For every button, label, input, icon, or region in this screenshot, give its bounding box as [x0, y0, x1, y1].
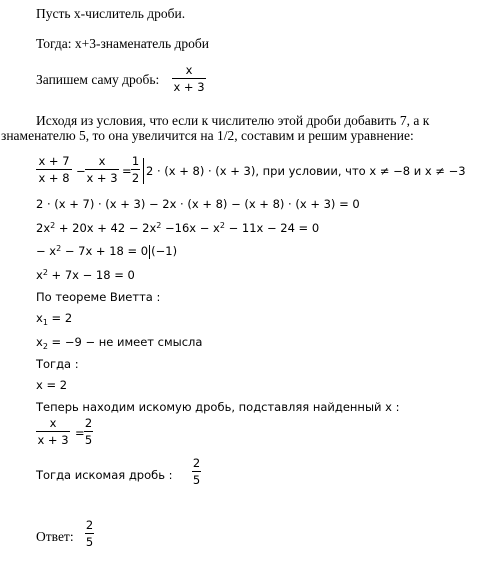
- fraction-x-over-x-plus-3: [36, 417, 70, 447]
- root-x2: $x_2 = -9$ − не имеет смысла: [36, 335, 203, 351]
- write-fraction-line: Запишем саму дробь:: [36, 72, 160, 87]
- condition-line-2: знаменателю 5, то она увеличится на 1/2, составим и решим уравнение:: [1, 128, 414, 143]
- fraction-bar: [192, 471, 201, 472]
- equation-2: 2 · (x + 7) · (x + 3) − 2x · (x + 8) − (x + 8) · (x + 3) = 0: [36, 197, 360, 211]
- equals-sign: =: [122, 164, 132, 178]
- answer-fraction: [85, 519, 94, 549]
- fraction-x-over-x-plus-3: [85, 155, 119, 185]
- denominator: 5: [84, 433, 93, 447]
- multiply-divider: [149, 245, 150, 259]
- intro-line: Пусть х-числитель дроби.: [36, 6, 186, 21]
- numerator: x: [98, 154, 106, 168]
- equals-sign: =: [75, 426, 85, 440]
- numerator: x + 7: [38, 154, 70, 168]
- answer-label: Ответ:: [36, 529, 74, 544]
- then-line: Тогда :: [36, 357, 79, 371]
- denominator: 2: [131, 171, 140, 185]
- numerator: 2: [192, 456, 201, 470]
- denominator: x + 3: [173, 80, 205, 94]
- fraction-x-over-x-plus-3: [172, 64, 206, 94]
- root-x1: $x_1 = 2$: [36, 311, 73, 327]
- fraction-bar: [36, 431, 70, 432]
- numerator: 1: [131, 154, 140, 168]
- x-equals-2: x = 2: [36, 378, 68, 392]
- fraction-bar: [85, 169, 119, 170]
- denominator: 5: [85, 535, 94, 549]
- multiply-divider: [143, 158, 144, 184]
- denominator: x + 3: [37, 433, 69, 447]
- fraction-two-fifths: [84, 417, 93, 447]
- fraction-x-plus-7-over-x-plus-8: [36, 155, 72, 185]
- equation-3: $2x^2 + 20x + 42 - 2x^2 -16x - x^2 - 11x - 24 = 0$: [36, 221, 320, 235]
- substitution-line: Теперь находим искомую дробь, подставляя найденный x :: [36, 400, 400, 414]
- desired-fraction-line: Тогда искомая дробь :: [36, 468, 173, 482]
- fraction-bar: [36, 169, 72, 170]
- denominator: 5: [192, 473, 201, 487]
- fraction-two-fifths: [192, 457, 201, 487]
- numerator: 2: [84, 416, 93, 430]
- fraction-bar: [85, 533, 94, 534]
- numerator: 2: [85, 518, 94, 532]
- fraction-bar: [172, 78, 206, 79]
- denominator: x + 3: [86, 171, 118, 185]
- fraction-one-half: [131, 155, 140, 185]
- numerator: x: [49, 416, 57, 430]
- fraction-bar: [131, 169, 140, 170]
- condition-line-1: Исходя из условия, что если к числителю этой дроби добавить 7, а к: [36, 113, 430, 128]
- fraction-bar: [84, 431, 93, 432]
- denominator: x + 8: [38, 171, 70, 185]
- equation-5: $x^2 + 7x - 18 = 0$: [36, 268, 135, 282]
- vieta-line: По теореме Виетта :: [36, 290, 161, 304]
- equation-4: − $x^2 - 7x + 18 = 0$ (−1): [36, 244, 178, 258]
- denominator-line: Тогда: х+3-знаменатель дроби: [36, 36, 210, 51]
- equation-1-tail: 2 · (x + 8) · (x + 3), при условии, что x ≠ −8 и x ≠ −3: [146, 164, 466, 178]
- numerator: x: [185, 63, 193, 77]
- minus-sign: −: [76, 164, 86, 178]
